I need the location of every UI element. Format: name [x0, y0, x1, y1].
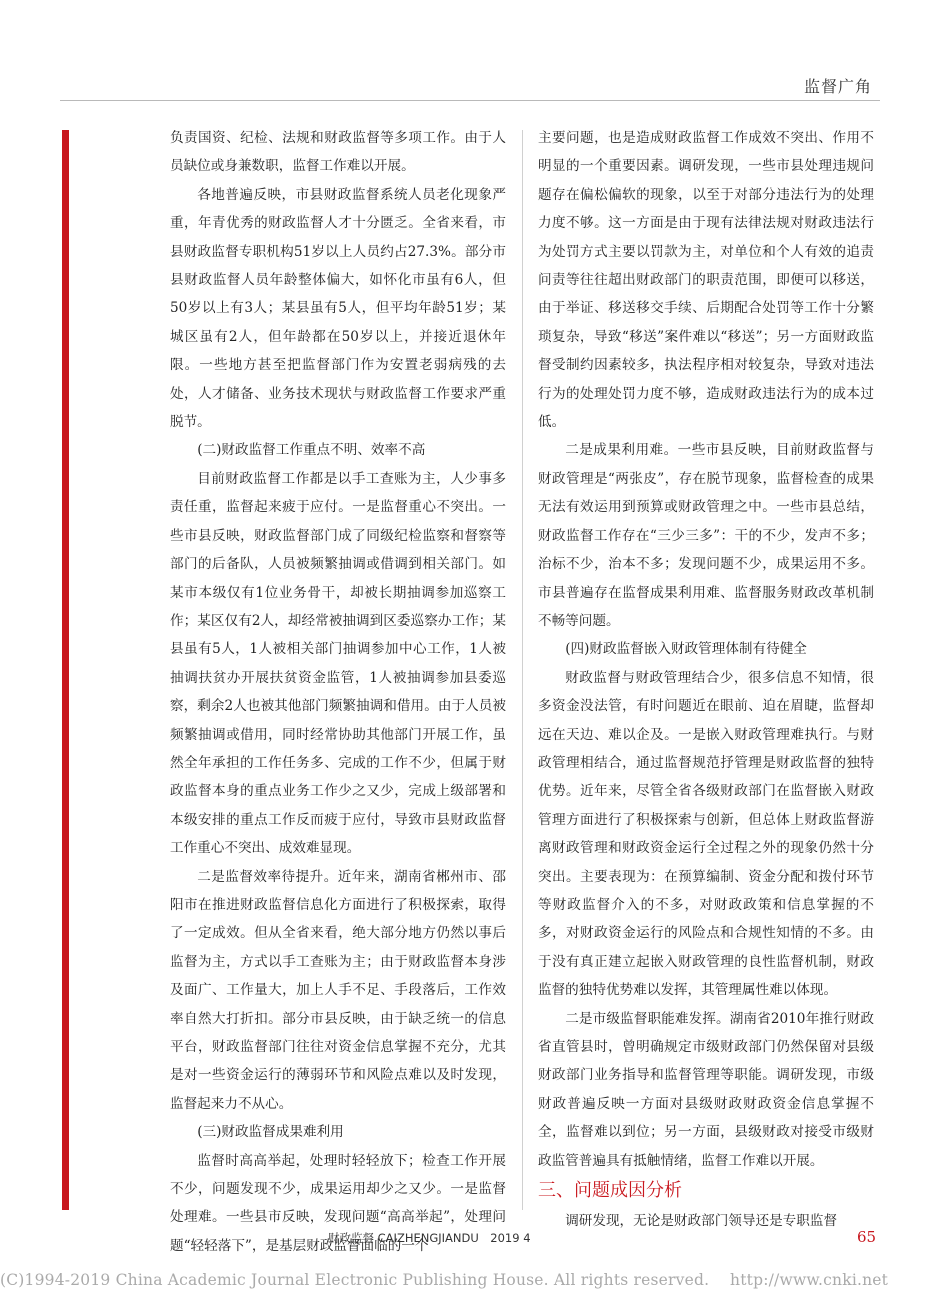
- red-accent-bar: [62, 130, 69, 1210]
- paragraph: 负责国资、纪检、法规和财政监督等多项工作。由于人员缺位或身兼数职，监督工作难以开展。: [170, 130, 506, 175]
- column-divider: [522, 130, 523, 1210]
- paragraph: 各地普遍反映，市县财政监督系统人员老化现象严重，年青优秀的财政监督人才十分匮乏。全省来看，市县财政监督专职机构51岁以上人员约占27.3%。部分市县财政监督人员年龄整体偏大，如怀化市虽有6人，但50岁以上有3人；某县虽有5人，但平均年龄51岁；某城区虽有2人，但年龄都在50岁以上，并接近退休年限。一些地方甚至把监督部门作为安置老弱病残的去处，人才储备、业务技术现状与财政监督工作要求严重脱节。: [170, 186, 506, 431]
- paragraph: 二是成果利用难。一些市县反映，目前财政监督与财政管理是“两张皮”，存在脱节现象，监督检查的成果无法有效运用到预算或财政管理之中。一些市县总结，财政监督工作存在“三少三多”：干的不少，发声不多；治标不少，治本不多；发现问题不少，成果运用不多。市县普遍存在监督成果利用难、监督服务财政改革机制不畅等问题。: [538, 442, 874, 629]
- journal-footer: 财政监督 CAIZHENGJIANDU 2019 4: [328, 1231, 531, 1245]
- subsection-title: (三)财政监督成果难利用: [197, 1124, 344, 1141]
- page-number: 65: [857, 1228, 877, 1246]
- subsection-title: (二)财政监督工作重点不明、效率不高: [197, 442, 426, 459]
- paragraph: 目前财政监督工作都是以手工查账为主，人少事多责任重，监督起来疲于应付。一是监督重心不突出。一些市县反映，财政监督部门成了同级纪检监察和督察等部门的后备队，人员被频繁抽调或借调到相关部门。如某市本级仅有1位业务骨干，却被长期抽调参加巡察工作；某区仅有2人，却经常被抽调到区委巡察办工作；某县虽有5人，1人被相关部门抽调参加中心工作，1人被抽调扶贫办开展扶贫资金监管，1人被抽调参加县委巡察，剩余2人也被其他部门频繁抽调和借用。由于人员被频繁抽调或借用，同时经常协助其他部门开展工作，虽然全年承担的工作任务多、完成的工作不少，但属于财政监督本身的重点业务工作少之又少，完成上级部署和本级安排的重点工作反而疲于应付，导致市县财政监督工作重心不突出、成效难显现。: [170, 470, 506, 857]
- left-column: [170, 124, 506, 1260]
- paragraph: 财政监督与财政管理结合少，很多信息不知情，很多资金没法管，有时问题近在眼前、迫在眉睫，监督却远在天边、难以企及。一是嵌入财政管理难执行。与财政管理相结合，通过监督规范抒管理是财政监督的独特优势。近年来，尽管全省各级财政部门在监督嵌入财政管理方面进行了积极探索与创新，但总体上财政监督游离财政管理和财政资金运行全过程之外的现象仍然十分突出。主要表现为：在预算编制、资金分配和拨付环节等财政监督介入的不多，对财政政策和信息掌握的不多，对财政资金运行的风险点和合规性知情的不多。由于没有真正建立起嵌入财政管理的良性监督机制，财政监督的独特优势难以发挥，其管理属性难以体现。: [538, 669, 874, 999]
- section-heading: 三、问题成因分析: [538, 1180, 682, 1202]
- paragraph: 监督时高高举起，处理时轻轻放下；检查工作开展不少，问题发现不少，成果运用却少之又少。一是监督处理难。一些县市反映，发现问题“高高举起”，处理问题“轻轻落下”，是基层财政监督面临的一个: [170, 1152, 506, 1254]
- section-label: 监督广角: [803, 77, 872, 96]
- paragraph: 二是市级监督职能难发挥。湖南省2010年推行财政省直管县时，曾明确规定市级财政部门仍然保留对县级财政部门业务指导和监督管理等职能。调研发现，市级财政普遍反映一方面对县级财政财政资金信息掌握不全，监督难以到位；另一方面，县级财政对接受市级财政监管普遍具有抵触情绪，监督工作难以开展。: [538, 1010, 874, 1169]
- subsection-title: (四)财政监督嵌入财政管理体制有待健全: [565, 641, 807, 658]
- paragraph: 调研发现，无论是财政部门领导还是专职监督: [565, 1213, 838, 1230]
- paragraph: 主要问题，也是造成财政监督工作成效不突出、作用不明显的一个重要因素。调研发现，一些市县处理违规问题存在偏松偏软的现象，以至于对部分违法行为的处理力度不够。这一方面是由于现有法律法规对财政违法行为处罚方式主要以罚款为主，对单位和个人有效的追责问责等往往超出财政部门的职责范围，即便可以移送，由于举证、移送移交手续、后期配合处罚等工作十分繁琐复杂，导致“移送”案件难以“移送”；另一方面财政监督受制约因素较多，执法程序相对较复杂，导致对违法行为的处理处罚力度不够，造成财政违法行为的成本过低。: [538, 130, 874, 431]
- header-rule: [60, 100, 880, 101]
- copyright-notice: (C)1994-2019 China Academic Journal Electronic Publishing House. All rights reserved. http://www.cnki.net: [0, 1271, 889, 1289]
- right-column: [538, 124, 874, 1235]
- paragraph: 二是监督效率待提升。近年来，湖南省郴州市、邵阳市在推进财政监督信息化方面进行了积极探索，取得了一定成效。但从全省来看，绝大部分地方仍然以事后监督为主，方式以手工查账为主；由于财政监督本身涉及面广、工作量大，加上人手不足、手段落后，工作效率自然大打折扣。部分市县反映，由于缺乏统一的信息平台，财政监督部门往往对资金信息掌握不充分，尤其是对一些资金运行的薄弱环节和风险点难以及时发现，监督起来力不从心。: [170, 868, 506, 1112]
